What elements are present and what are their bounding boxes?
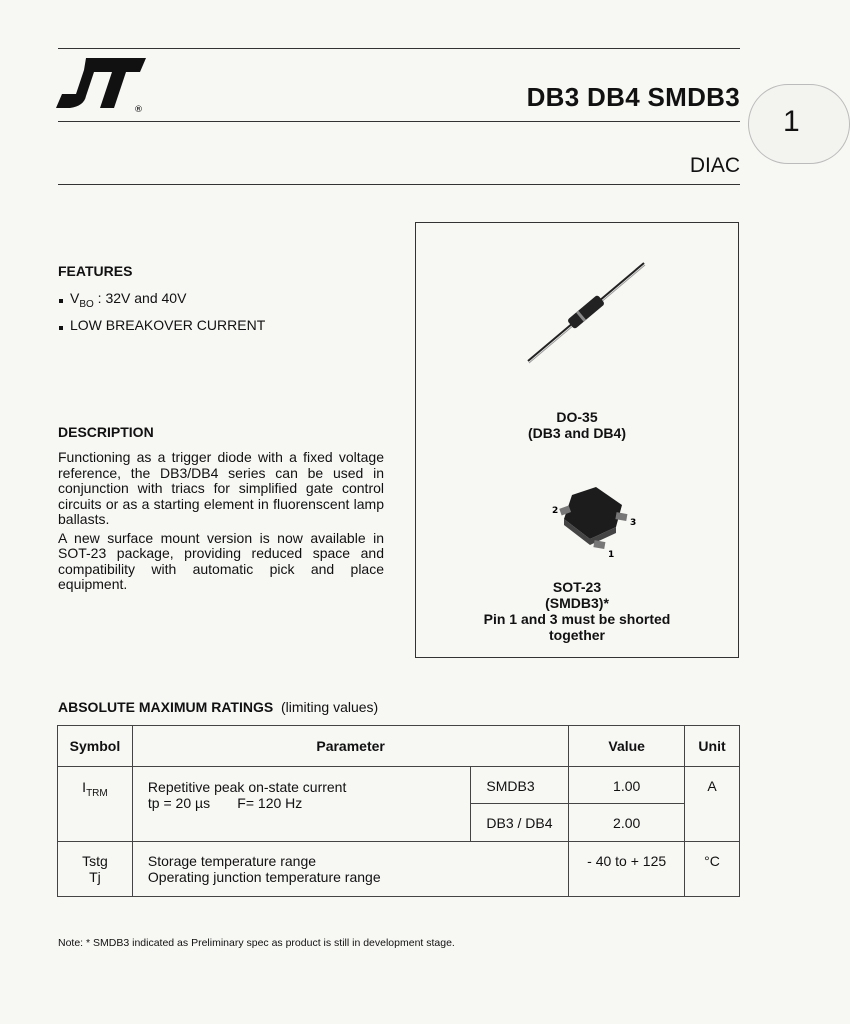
sot23-package-drawing bbox=[544, 481, 644, 561]
top-rule bbox=[58, 48, 740, 49]
sot23-note-line1: Pin 1 and 3 must be shorted bbox=[483, 611, 671, 627]
pin-label-1: 1 bbox=[608, 550, 615, 560]
do35-package-drawing bbox=[516, 253, 656, 373]
table-row bbox=[58, 842, 740, 897]
footnote: Note: * SMDB3 indicated as Preliminary spec as product is still in development stage. bbox=[58, 937, 455, 949]
title-rule bbox=[58, 121, 740, 122]
itrm-parameter-cell bbox=[132, 767, 470, 842]
description-body bbox=[58, 450, 384, 596]
header-symbol: Symbol bbox=[58, 726, 133, 767]
vbo-subscript: BO bbox=[79, 298, 94, 310]
description-paragraph: A new surface mount version is now available in SOT-23 package, providing reduced space and compatibility with automatic pick and place equipment. bbox=[58, 529, 384, 592]
description-paragraph: Functioning as a trigger diode with a fixed voltage reference, the DB3/DB4 series can be used in conjunction with triacs for simplified gate control circuits or as a starting element in fluorenscent lamp ballasts. bbox=[58, 449, 384, 527]
device-db3db4-cell: DB3 / DB4 bbox=[471, 804, 569, 842]
symbol-tj: Tj bbox=[89, 869, 101, 885]
sot23-variant: (SMDB3)* bbox=[545, 595, 609, 611]
table-header-row bbox=[58, 726, 740, 767]
pin-label-3: 3 bbox=[630, 518, 637, 528]
features-heading: FEATURES bbox=[58, 263, 133, 279]
unit-a-cell: A bbox=[685, 767, 740, 842]
itrm-parameter-line1: Repetitive peak on-state current bbox=[147, 779, 347, 795]
vbo-text: : 32V and 40V bbox=[93, 290, 187, 306]
features-list bbox=[58, 288, 265, 335]
device-smdb3-cell: SMDB3 bbox=[471, 767, 569, 804]
document-title: DB3 DB4 SMDB3 bbox=[526, 82, 740, 112]
sot23-name: SOT-23 bbox=[552, 579, 602, 595]
symbol-tstg: Tstg bbox=[82, 853, 108, 869]
value-db3db4-cell: 2.00 bbox=[569, 804, 685, 842]
feature-item-current: LOW BREAKOVER CURRENT bbox=[58, 315, 265, 335]
header-value: Value bbox=[569, 726, 685, 767]
subtitle-rule bbox=[58, 184, 740, 185]
document-subtitle: DIAC bbox=[689, 154, 740, 177]
itrm-parameter-line2: tp = 20 µs F= 120 Hz bbox=[147, 795, 303, 811]
feature-item-vbo bbox=[58, 288, 265, 315]
svg-text:®: ® bbox=[134, 105, 143, 115]
page-tab-number: 1 bbox=[783, 105, 800, 138]
header-unit: Unit bbox=[685, 726, 740, 767]
symbol-itrm-sub: TRM bbox=[86, 787, 108, 799]
sot23-note-line2: together bbox=[549, 627, 605, 643]
junction-temp-label: Operating junction temperature range bbox=[147, 869, 381, 885]
ratings-title: ABSOLUTE MAXIMUM RATINGS bbox=[58, 699, 274, 715]
temperature-parameter-cell bbox=[132, 842, 568, 897]
do35-name: DO-35 bbox=[556, 409, 598, 425]
value-smdb3-cell: 1.00 bbox=[569, 767, 685, 804]
vbo-symbol: V bbox=[70, 290, 80, 306]
ratings-heading bbox=[58, 699, 378, 715]
symbol-itrm-cell bbox=[58, 767, 133, 842]
table-row bbox=[58, 767, 740, 804]
do35-variant: (DB3 and DB4) bbox=[527, 425, 626, 441]
symbol-tstg-tj-cell bbox=[58, 842, 133, 897]
storage-temp-label: Storage temperature range bbox=[147, 853, 317, 869]
symbol-itrm-main: I bbox=[82, 779, 87, 795]
ratings-table bbox=[57, 725, 740, 897]
header-parameter: Parameter bbox=[132, 726, 568, 767]
temperature-value-cell: - 40 to + 125 bbox=[569, 842, 685, 897]
page-tab bbox=[748, 84, 850, 164]
do35-caption bbox=[416, 409, 738, 441]
st-logo bbox=[56, 56, 148, 114]
package-box bbox=[415, 222, 739, 658]
pin-label-2: 2 bbox=[552, 506, 559, 516]
temperature-unit-cell: °C bbox=[685, 842, 740, 897]
ratings-qualifier: (limiting values) bbox=[280, 699, 379, 715]
description-heading: DESCRIPTION bbox=[58, 424, 154, 440]
sot23-caption bbox=[416, 579, 738, 643]
